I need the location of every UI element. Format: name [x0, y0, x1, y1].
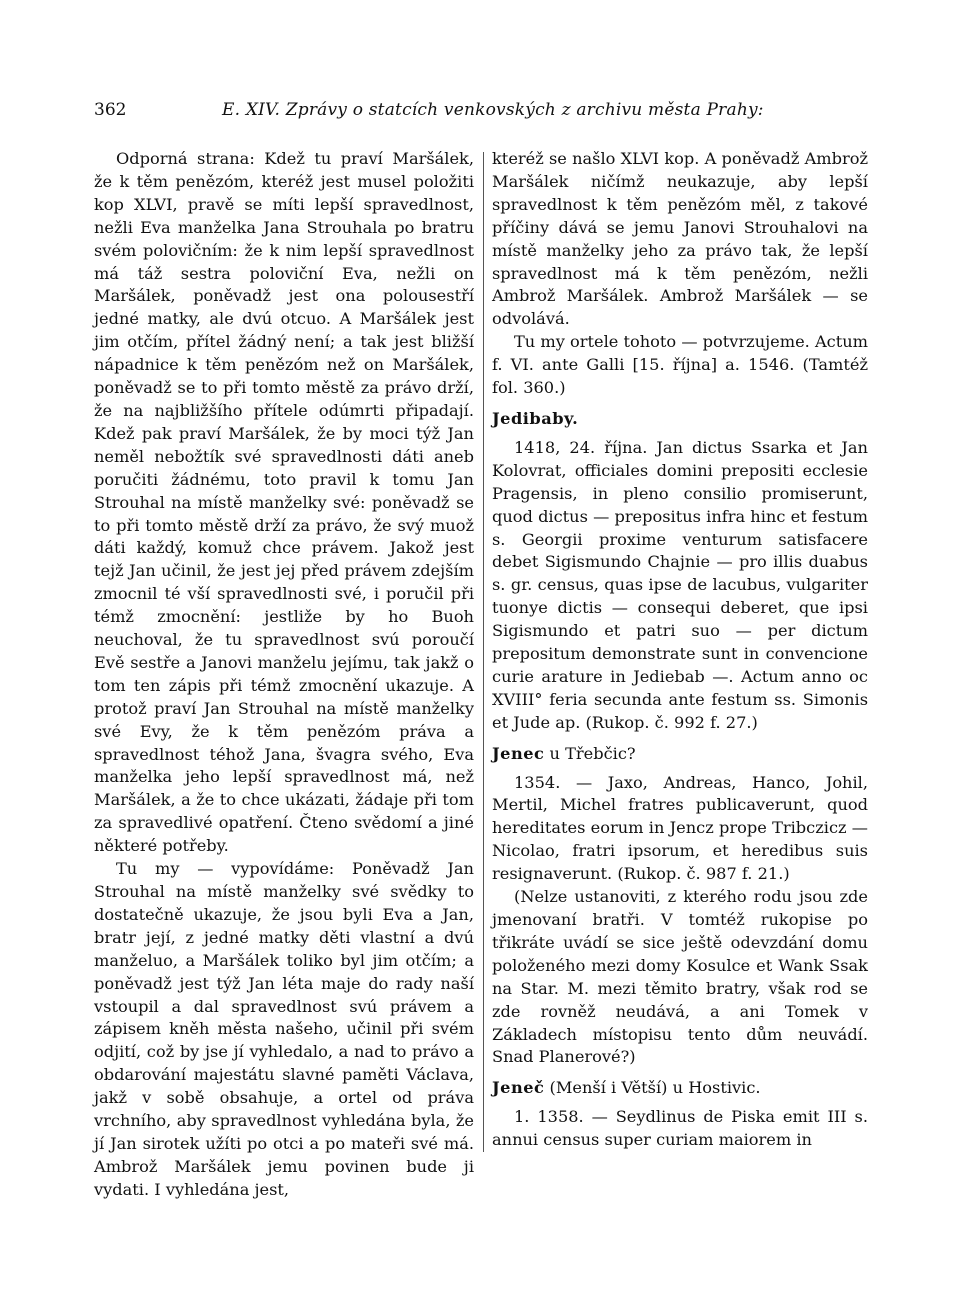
paragraph: kteréž se našlo XLVI kop. A poněvadž Ambrož Maršálek ničímž neukazuje, aby lepší spravedlnost k těm penězóm měl, z takové příčiny dává se jemu Janovi Strouhalovi na místě manželky jeho za právo tak, že lepší spravedlnost má k těm penězóm, nežli Ambrož Maršálek. Ambrož Maršálek — se odvolává.	[492, 149, 868, 329]
running-title: E. XIV. Zprávy o statcích venkovských z archivu města Prahy:	[222, 100, 764, 120]
right-column	[492, 148, 868, 1152]
paragraph: 1. 1358. — Seydlinus de Piska emit III s. annui census super curiam maiorem in	[492, 1107, 868, 1150]
heading-word: Jedibaby.	[492, 408, 579, 428]
running-header	[94, 100, 870, 128]
left-column	[94, 148, 474, 1202]
section-heading	[492, 1077, 868, 1100]
paragraph: Tu my — vypovídáme: Poněvadž Jan Strouhal na místě manželky své svědky to dostatečně ukazuje, že jsou byli Eva a Jan, bratr její, z jedné matky děti vlastní a dvú manželuo, a Maršálek toliko byl jim otčím; a poněvadž jest týž Jan léta maje do rady naší vstoupil a dal spravedlnost svú právem a zápisem kněh města našeho, učinil při svém odjití, což by jse jí vyhledalo, a nad to právo a obdarování majestátu slavné paměti Václava, jakž v sobě obsahuje, a ortel od práva vrchního, aby spravedlnost vyhledána byla, že jí Jan sirotek užíti po otci a po mateři své má. Ambrož Maršálek jemu povinen bude ji vydati. I vyhledána jest,	[94, 859, 474, 1199]
column-divider	[483, 152, 484, 1152]
heading-word: Jeneč	[492, 1078, 545, 1098]
section-heading	[492, 408, 868, 431]
paragraph: Odporná strana: Kdež tu praví Maršálek, že k těm penězóm, kteréž jest musel položiti kop XLVI, pravě se míti lepší spravedlnost, nežli Eva manželka Jana Strouhala po bratru svém polovičním: že k nim lepší spravedlnost má táž sestra poloviční Eva, nežli on Maršálek, poněvadž jest ona polousestří jedné matky, ale dvú otcuo. A Maršálek jest jim otčím, přítel žádný není; a tak jest bližší nápadnice k těm penězóm než on Maršálek, poněvadž se to při tomto městě za právo drží, že na najbližšího přítele odúmrti připadají. Kdež pak praví Maršálek, že by moci týž Jan neměl nebožtík své spravedlnosti dáti aneb poručiti žádnému, toto pravil k tomu Jan Strouhal na místě manželky své: poněvadž se to při tomto městě drží za právo, že svý muož dáti každý, komuž chce právem. Jakož jest tejž Jan učinil, že jest jej před právem zdejším zmocnil té vší spravedlnosti své, i poručil při témž zmocnění: jestliže by ho Buoh neuchoval, že tu spravedlnost svú poroučí Evě sestře a Janovi manželu jejímu, tak jakž o tom ten zápis při témž zmocnění ukazuje. A protož praví Jan Strouhal na místě manželky své Evy, že k těm penězóm práva a spravedlnost téhož Jana, švagra svého, Eva manželka jeho lepší spravedlnost má, než Maršálek, a že to chce ukázati, žádaje při tom za spravedlivé opatření. Čteno svědomí a jiné některé potřeby.	[94, 149, 474, 856]
paragraph: Tu my ortele tohoto — potvrzujeme. Actum f. VI. ante Galli [15. října] a. 1546. (Tamtéž fol. 360.)	[492, 332, 868, 398]
heading-rest: (Menší i Větší) u Hostivic.	[544, 1078, 761, 1098]
paragraph: (Nelze ustanoviti, z kterého rodu jsou zde jmenovaní bratři. V tomtéž rukopise po třikráte uvádí se sice ještě odevzdání domu položeného mezi domy Kosulce et Wank Ssak na Star. M. mezi těmito bratry, však rod se zde rovněž neudává, a ani Tomek v Základech místopisu tento dům neuvádí. Snad Planerové?)	[492, 887, 868, 1067]
paragraph: 1418, 24. října. Jan dictus Ssarka et Jan Kolovrat, officiales domini prepositi ecclesie Pragensis, in pleno consilio promiserunt, quod dictus — prepositus infra hinc et festum s. Georgii proxime venturum satisfacere debet Sigismundo Chajnie — pro illis duabus s. gr. census, quas ipse de lacubus, vulgariter tuonye dictis — consequi deberet, que ipsi Sigismundo et patri suo — per dictum prepositum demonstrate sunt in convencione curie arature in Jediebab —. Actum anno oc XVIII° feria secunda ante festum ss. Simonis et Jude ap. (Rukop. č. 992 f. 27.)	[492, 437, 868, 732]
heading-word: Jenec	[492, 743, 545, 763]
page-number: 362	[94, 100, 127, 120]
paragraph: 1354. — Jaxo, Andreas, Hanco, Johil, Mertil, Michel fratres publicaverunt, quod hereditates eorum in Jencz prope Tribczicz — Nicolao, fratri ipsorum, et heredibus suis resignaverunt. (Rukop. č. 987 f. 21.)	[492, 772, 868, 884]
section-heading	[492, 743, 868, 766]
heading-rest: u Třebčic?	[544, 743, 636, 763]
